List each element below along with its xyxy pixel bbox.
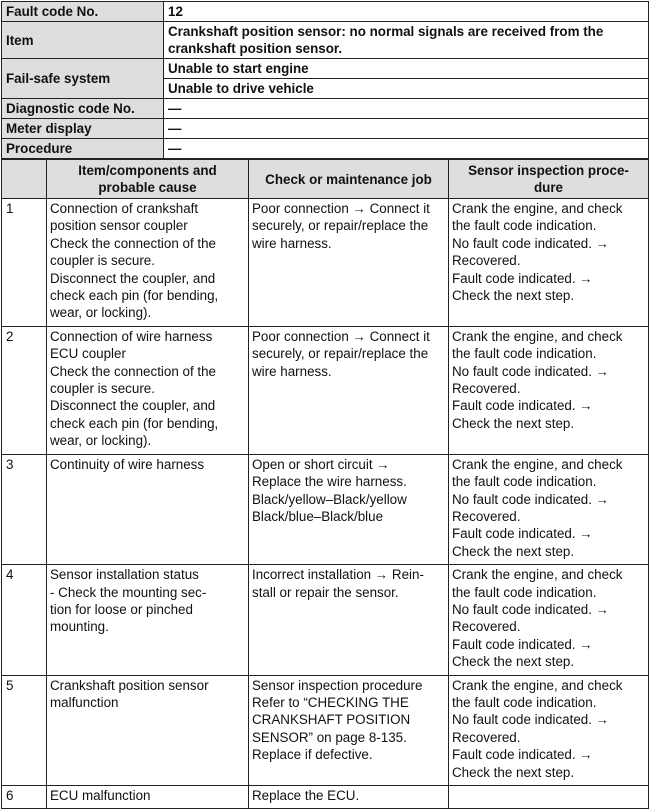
inspection-line: Fault code indicated. → [452,636,593,652]
inspection-line: Recovered. [452,381,521,397]
check-line: CRANKSHAFT POSITION [252,712,411,728]
cause-line: check each pin (for bending, [50,288,219,304]
cause-line: malfunction [50,694,119,710]
check-cell [249,326,449,454]
fault-summary-table [1,1,649,159]
check-line: Open or short circuit → [252,456,390,472]
cause-cell [47,454,249,564]
inspection-line: No fault code indicated. → [452,491,610,507]
table-header-row [2,160,649,199]
check-line: wire harness. [252,363,332,379]
troubleshooting-table [1,159,649,809]
inspection-cell [449,199,649,327]
cause-cell [47,565,249,675]
inspection-line: No fault code indicated. → [452,235,610,251]
item-row [2,22,649,59]
procedure-label: Procedure [2,139,164,159]
cause-column-header [47,160,249,199]
inspection-line: the fault code indication. [452,584,597,600]
cause-line: Disconnect the coupler, and [50,398,216,414]
inspection-line: Recovered. [452,619,521,635]
item-value [164,22,649,59]
cause-line: position sensor coupler [50,218,188,234]
check-line: securely, or repair/replace the [252,218,429,234]
inspection-line: Recovered. [452,729,521,745]
check-cell [249,675,449,785]
check-cell [249,565,449,675]
cause-cell [47,786,249,809]
inspection-line: Crank the engine, and check [452,677,623,693]
cause-line: Check the connection of the [50,235,217,251]
item-value-line: Crankshaft position sensor: no normal signals are received from the [168,24,604,39]
table-row [2,199,649,327]
inspection-line: Recovered. [452,253,521,269]
diagnostic-code-label: Diagnostic code No. [2,99,164,119]
inspection-cell [449,326,649,454]
failsafe-value: Unable to start engine [164,59,649,79]
check-line: Replace the wire harness. [252,474,407,490]
check-cell [249,454,449,564]
cause-line: coupler is secure. [50,253,155,269]
inspection-cell [449,675,649,785]
failsafe-value: Unable to drive vehicle [164,79,649,99]
troubleshooting-rows [2,199,649,809]
table-row [2,675,649,785]
cause-line: Connection of wire harness [50,328,213,344]
inspection-line: No fault code indicated. → [452,712,610,728]
cause-line: Check the connection of the [50,363,217,379]
step-number: 6 [2,786,47,809]
diagnostic-code-row [2,99,649,119]
check-line: Incorrect installation → Rein- [252,567,424,583]
check-line: Black/yellow–Black/yellow [252,491,407,507]
inspection-cell [449,565,649,675]
table-row [2,454,649,564]
cause-cell [47,675,249,785]
step-number: 5 [2,675,47,785]
cause-line: ECU malfunction [50,788,151,803]
meter-display-row [2,119,649,139]
cause-line: tion for loose or pinched [50,601,193,617]
fault-code-row [2,2,649,22]
cause-line: Disconnect the coupler, and [50,270,216,286]
check-line: Refer to “CHECKING THE [252,694,409,710]
inspection-line: Fault code indicated. → [452,398,593,414]
inspection-header-line: dure [533,180,564,195]
inspection-line: Crank the engine, and check [452,201,623,216]
item-label: Item [2,22,164,59]
inspection-cell [449,786,649,809]
cause-cell [47,326,249,454]
cause-line: Continuity of wire harness [50,456,205,472]
failsafe-row [2,59,649,79]
check-line: Poor connection → Connect it [252,328,430,344]
inspection-cell [449,454,649,564]
inspection-line: Crank the engine, and check [452,456,623,472]
inspection-line: Recovered. [452,508,521,524]
table-row [2,786,649,809]
failsafe-label: Fail-safe system [2,59,164,99]
number-column-header [2,160,47,199]
check-column-header: Check or maintenance job [249,160,449,199]
fault-code-label: Fault code No. [2,2,164,22]
cause-line: mounting. [50,619,109,635]
cause-line: ECU coupler [50,346,126,362]
diagnostic-code-value: — [164,99,649,119]
check-line: Black/blue–Black/blue [252,508,384,524]
cause-line: Connection of crankshaft [50,201,199,216]
fault-code-value: 12 [164,2,649,22]
meter-display-value: — [164,119,649,139]
table-row [2,565,649,675]
inspection-column-header [449,160,649,199]
check-line: stall or repair the sensor. [252,584,399,600]
check-cell [249,786,449,809]
inspection-line: Check the next step. [452,654,575,670]
inspection-line: No fault code indicated. → [452,601,610,617]
step-number: 1 [2,199,47,327]
item-value-line: crankshaft position sensor. [168,41,343,56]
inspection-header-line: Sensor inspection proce- [468,163,629,178]
check-line: Poor connection → Connect it [252,201,430,216]
check-line: wire harness. [252,235,332,251]
inspection-line: the fault code indication. [452,474,597,490]
inspection-line: Check the next step. [452,764,575,780]
check-line: SENSOR” on page 8-135. [252,729,407,745]
inspection-line: Check the next step. [452,543,575,559]
inspection-line: Crank the engine, and check [452,328,623,344]
inspection-line: the fault code indication. [452,346,597,362]
cause-line: wear, or locking). [50,305,152,321]
inspection-line: Fault code indicated. → [452,747,593,763]
meter-display-label: Meter display [2,119,164,139]
table-row [2,326,649,454]
step-number: 2 [2,326,47,454]
inspection-line: Check the next step. [452,415,575,431]
step-number: 4 [2,565,47,675]
check-line: securely, or repair/replace the [252,346,429,362]
check-line: Sensor inspection procedure [252,677,423,693]
inspection-line: Fault code indicated. → [452,270,593,286]
inspection-line: the fault code indication. [452,694,597,710]
inspection-line: No fault code indicated. → [452,363,610,379]
cause-line: Crankshaft position sensor [50,677,209,693]
step-number: 3 [2,454,47,564]
cause-line: wear, or locking). [50,433,152,449]
cause-line: - Check the mounting sec- [50,584,207,600]
cause-line: check each pin (for bending, [50,415,219,431]
procedure-value: — [164,139,649,159]
cause-line: coupler is secure. [50,381,155,397]
cause-line: Sensor installation status [50,567,199,583]
cause-header-line: Item/components and [78,163,217,178]
cause-header-line: probable cause [98,180,197,195]
check-line: Replace the ECU. [252,788,360,803]
check-cell [249,199,449,327]
cause-cell [47,199,249,327]
inspection-line: Fault code indicated. → [452,526,593,542]
inspection-line: the fault code indication. [452,218,597,234]
inspection-line: Check the next step. [452,288,575,304]
procedure-row [2,139,649,159]
inspection-line: Crank the engine, and check [452,567,623,583]
check-line: Replace if defective. [252,747,373,763]
